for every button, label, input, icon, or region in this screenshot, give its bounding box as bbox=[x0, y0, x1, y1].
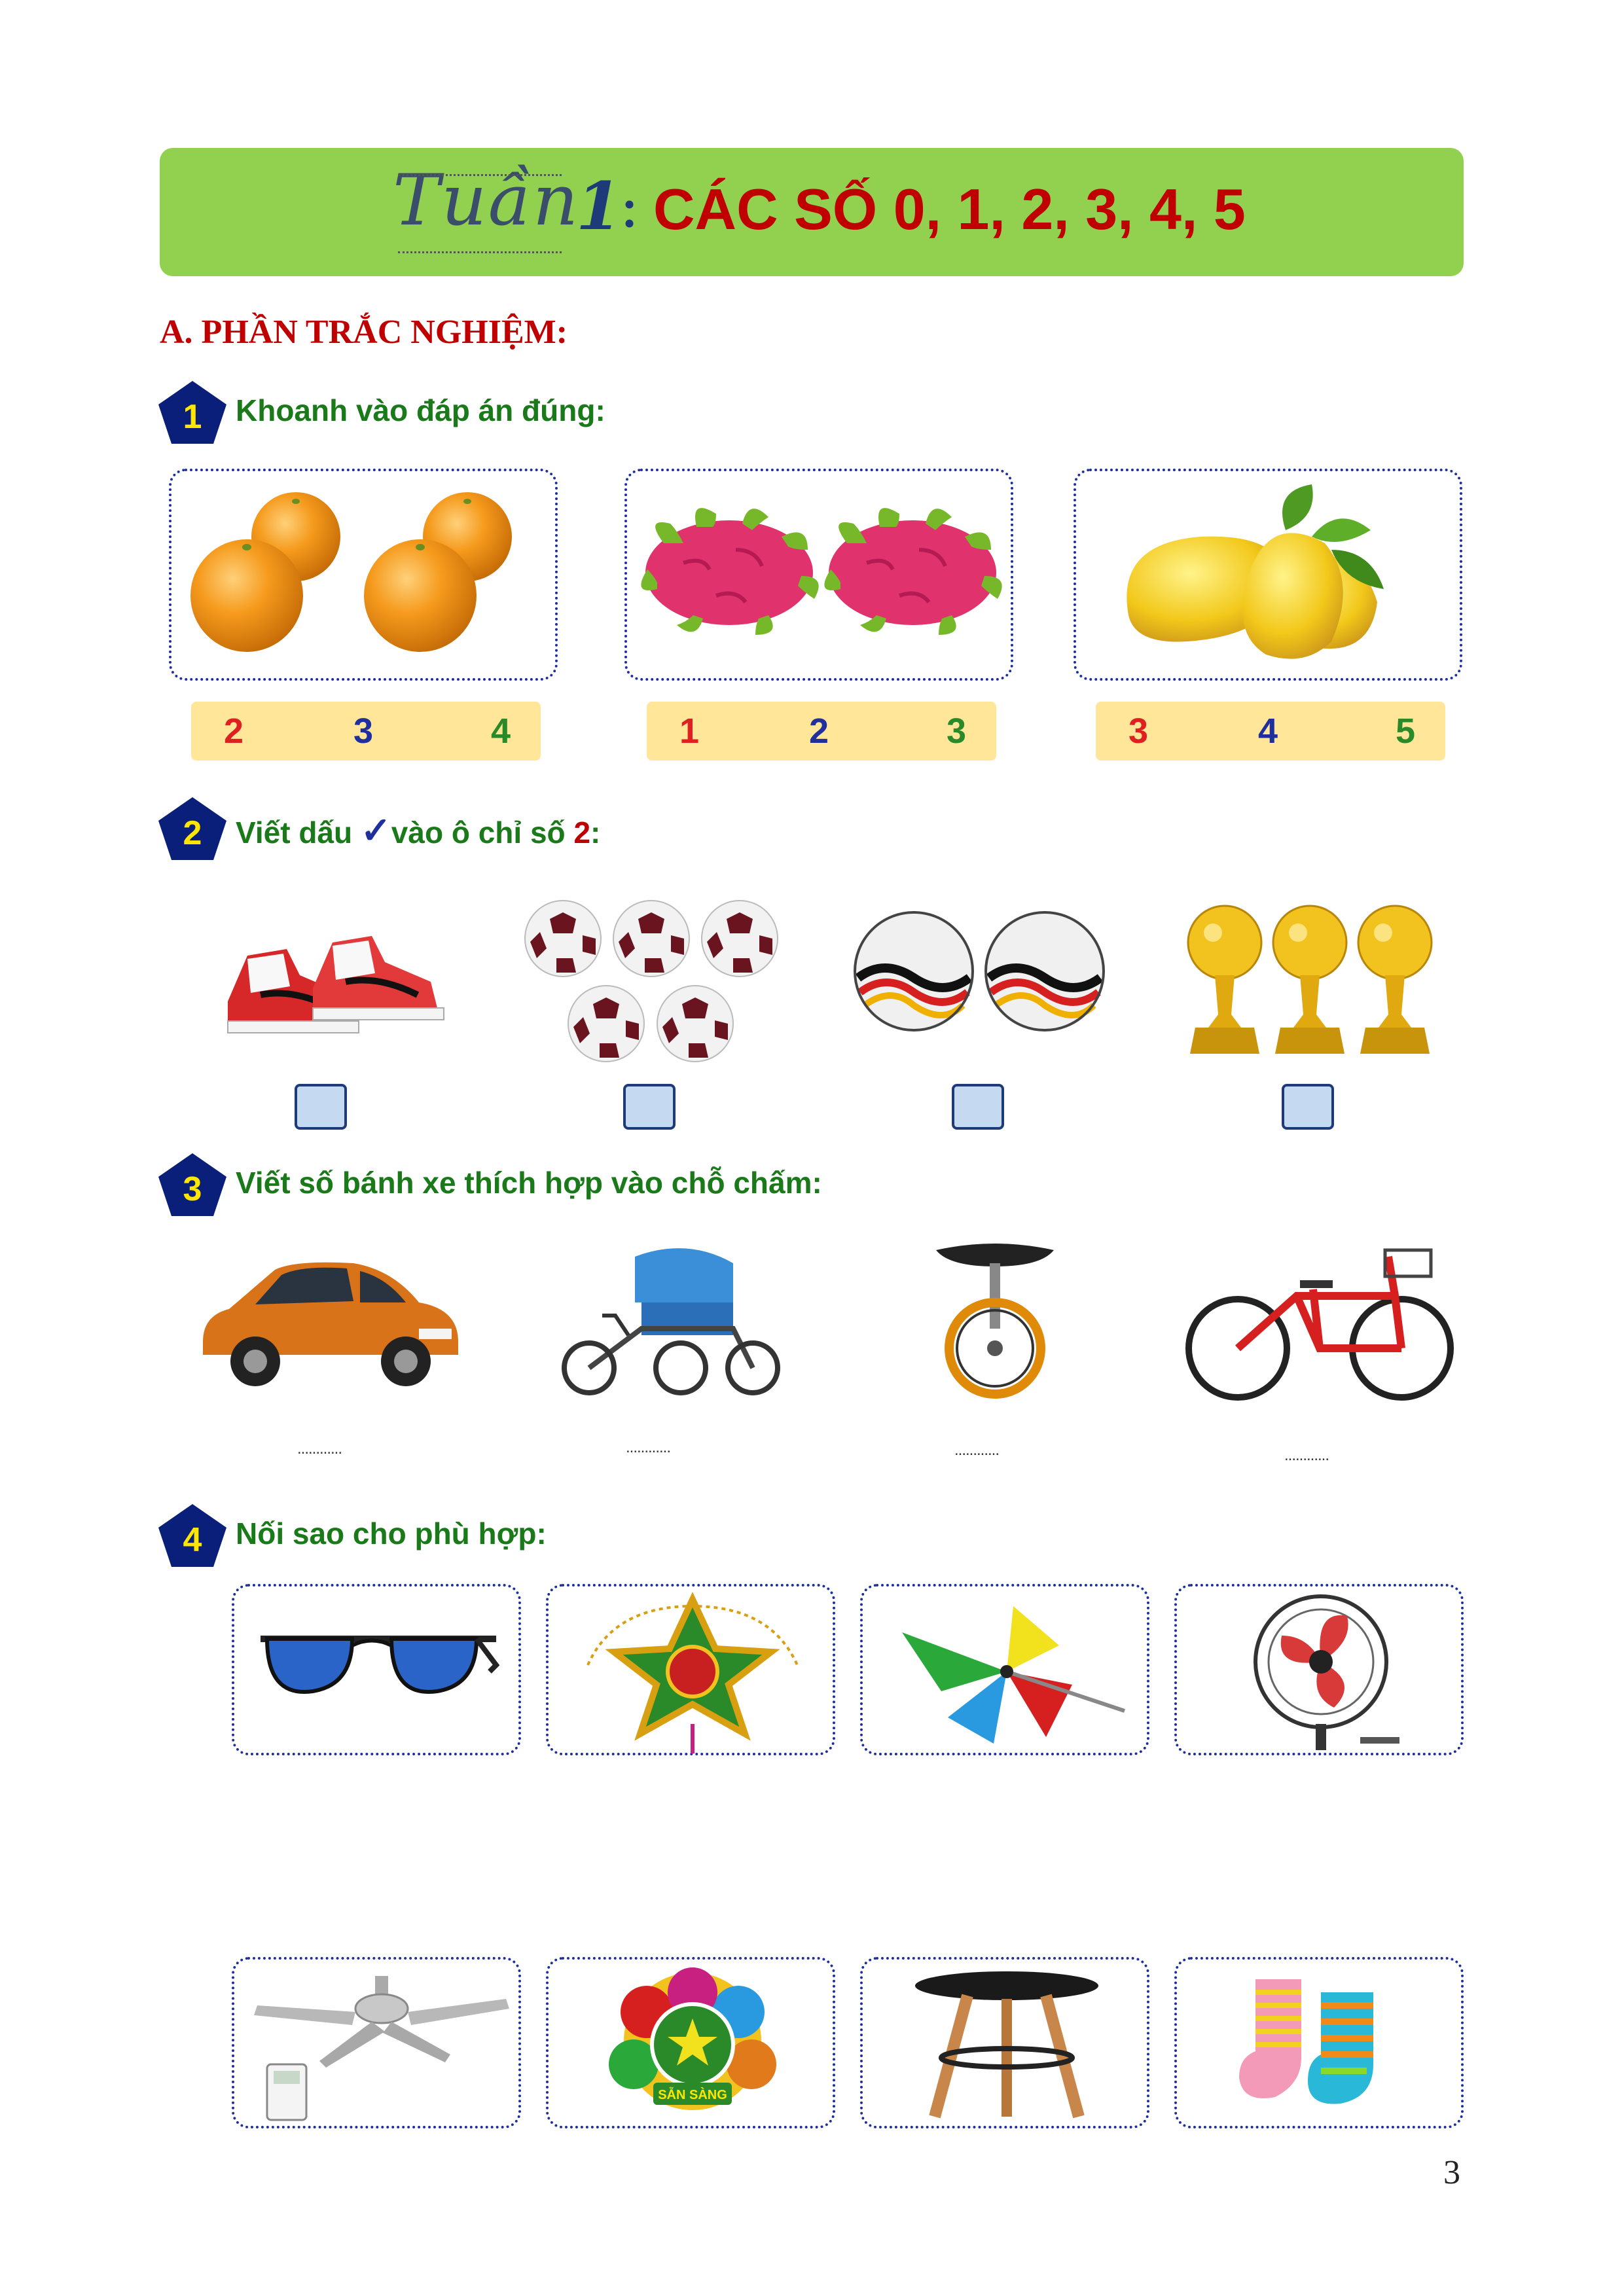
question-1-answers-dragonfruit bbox=[647, 702, 996, 761]
bicycle-icon bbox=[1176, 1244, 1464, 1401]
question-1-prompt: Khoanh vào đáp án đúng: bbox=[236, 393, 605, 427]
answer-option[interactable]: 3 bbox=[353, 711, 374, 751]
question-3-prompt: Viết số bánh xe thích hợp vào chỗ chấm: bbox=[236, 1166, 822, 1200]
socks-icon bbox=[1236, 1966, 1406, 2123]
question-3-badge bbox=[157, 1152, 228, 1217]
star-lantern-icon bbox=[581, 1593, 804, 1753]
answer-option[interactable]: 2 bbox=[224, 711, 244, 751]
match-top-sunglasses[interactable] bbox=[232, 1584, 521, 1755]
week-guide-line-top bbox=[398, 174, 562, 176]
question-2-prompt-before: Viết dấu bbox=[236, 816, 353, 850]
question-4-number: 4 bbox=[183, 1521, 202, 1559]
scout-badge-text: SẴN SÀNG bbox=[658, 2088, 727, 2102]
answer-option[interactable]: 4 bbox=[1258, 711, 1278, 751]
week-guide-line-bottom bbox=[398, 251, 562, 253]
question-1-dragonfruit-frame bbox=[624, 469, 1013, 681]
question-4-prompt: Nối sao cho phù hợp: bbox=[236, 1516, 547, 1551]
answer-option[interactable]: 2 bbox=[809, 711, 829, 751]
checkbox-five-balls[interactable] bbox=[623, 1084, 676, 1130]
answer-option[interactable]: 5 bbox=[1396, 711, 1416, 751]
question-1-answers-mango bbox=[1096, 702, 1445, 761]
answer-option[interactable]: 3 bbox=[947, 711, 967, 751]
section-a-heading: A. PHẦN TRẮC NGHIỆM: bbox=[160, 314, 568, 351]
blank-cyclo[interactable]: ............ bbox=[626, 1439, 671, 1456]
mangoes-icon bbox=[1115, 484, 1430, 668]
checkbox-two-balls[interactable] bbox=[952, 1084, 1004, 1130]
trophies-icon bbox=[1182, 897, 1437, 1067]
question-1-answers-oranges bbox=[191, 702, 541, 761]
unicycle-icon bbox=[916, 1237, 1074, 1401]
banner-week-number: 1 bbox=[576, 168, 622, 245]
question-2-badge bbox=[157, 796, 228, 861]
ceiling-fan-icon bbox=[247, 1973, 509, 2123]
answer-option[interactable]: 1 bbox=[679, 711, 700, 751]
wall-fan-icon bbox=[1249, 1593, 1406, 1753]
banner-title: CÁC SỐ 0, 1, 2, 3, 4, 5 bbox=[653, 177, 1246, 242]
checkbox-trophies[interactable] bbox=[1282, 1084, 1334, 1130]
scout-badge-icon bbox=[607, 1966, 778, 2123]
match-top-star-lantern[interactable] bbox=[546, 1584, 835, 1755]
check-mark-icon: ✓ bbox=[360, 810, 391, 851]
stool-icon bbox=[909, 1966, 1105, 2123]
question-2-prompt bbox=[236, 809, 600, 852]
question-1-mango-frame bbox=[1074, 469, 1462, 681]
banner-colon: : bbox=[619, 171, 640, 241]
sunglasses-icon bbox=[254, 1619, 503, 1724]
answer-option[interactable]: 4 bbox=[491, 711, 511, 751]
blank-unicycle[interactable]: ............ bbox=[954, 1441, 1000, 1459]
question-4-badge bbox=[157, 1503, 228, 1568]
question-1-number: 1 bbox=[183, 398, 202, 436]
question-2-prompt-end: : bbox=[590, 816, 601, 850]
match-bottom-socks[interactable] bbox=[1174, 1957, 1464, 2128]
question-2-target-number: 2 bbox=[573, 816, 591, 850]
question-2-prompt-middle: vào ô chỉ số bbox=[391, 816, 566, 850]
match-bottom-stool[interactable] bbox=[860, 1957, 1149, 2128]
question-3-number: 3 bbox=[183, 1170, 202, 1208]
banner-week-word: Tuần bbox=[393, 160, 580, 242]
question-1-oranges-frame bbox=[169, 469, 558, 681]
match-top-pinwheel[interactable] bbox=[860, 1584, 1149, 1755]
cyclo-icon bbox=[550, 1237, 785, 1401]
soccer-balls-five-icon bbox=[524, 897, 779, 1067]
blank-bicycle[interactable]: ............ bbox=[1284, 1446, 1329, 1464]
checkbox-sneakers[interactable] bbox=[295, 1084, 347, 1130]
question-1-badge bbox=[157, 380, 228, 445]
pinwheel-icon bbox=[889, 1600, 1131, 1750]
dragon-fruits-icon bbox=[638, 497, 1004, 648]
question-2-number: 2 bbox=[183, 814, 202, 852]
match-top-wall-fan[interactable] bbox=[1174, 1584, 1464, 1755]
blank-car[interactable]: ............ bbox=[297, 1440, 342, 1458]
match-bottom-scout-badge[interactable] bbox=[546, 1957, 835, 2128]
match-bottom-ceiling-fan[interactable] bbox=[232, 1957, 521, 2128]
sneakers-icon bbox=[215, 916, 437, 1047]
car-icon bbox=[190, 1244, 471, 1394]
oranges-icon bbox=[185, 484, 545, 661]
soccer-balls-two-icon bbox=[848, 906, 1110, 1037]
page-number: 3 bbox=[1443, 2154, 1460, 2191]
answer-option[interactable]: 3 bbox=[1128, 711, 1149, 751]
